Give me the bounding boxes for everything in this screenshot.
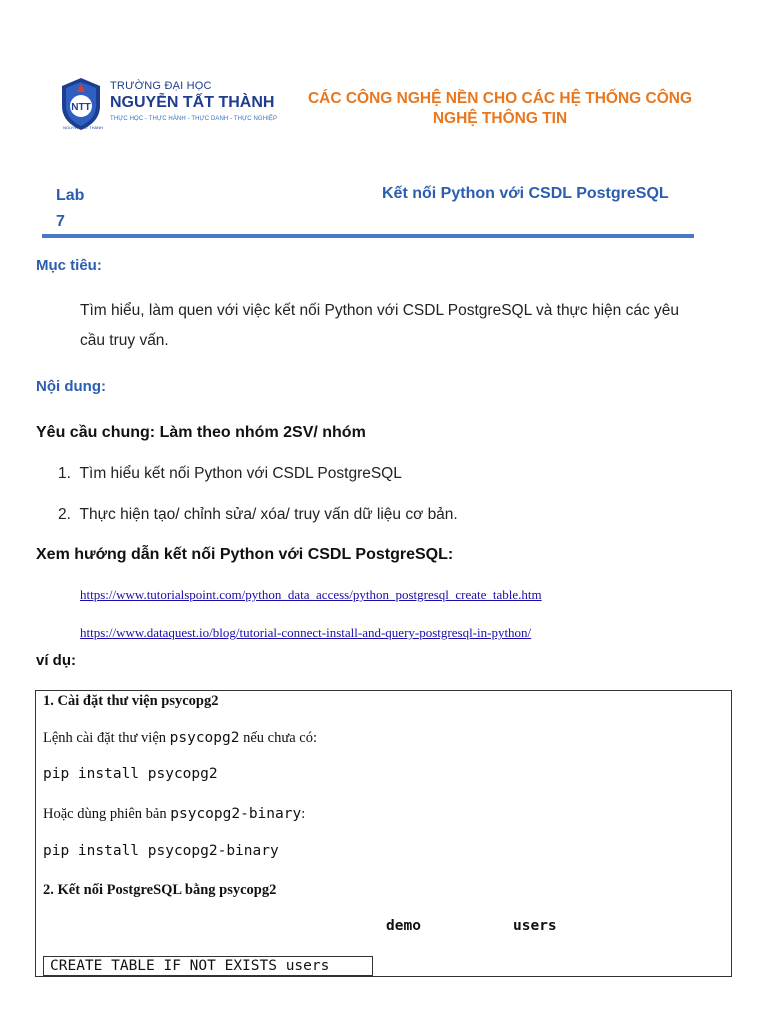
sql-code-line: CREATE TABLE IF NOT EXISTS users <box>43 956 373 976</box>
university-emblem-icon <box>58 76 104 132</box>
objective-line-2: cầu truy vấn. <box>80 332 169 349</box>
install-text-after: nếu chưa có: <box>239 730 317 746</box>
objective-heading: Mục tiêu: <box>36 257 102 274</box>
install-instruction <box>43 729 317 747</box>
guide-heading: Xem hướng dẫn kết nối Python với CSDL PostgreSQL: <box>36 546 454 563</box>
list-number: 2. <box>58 506 80 523</box>
emblem-letters: NTT <box>71 102 91 113</box>
table-name: users <box>513 918 557 934</box>
alt-install-instruction <box>43 805 305 823</box>
install-command: pip install psycopg2 <box>43 766 218 782</box>
logo-university-name: NGUYỄN TẤT THÀNH <box>110 94 275 111</box>
lab-title: Kết nối Python với CSDL PostgreSQL <box>382 185 669 202</box>
lab-label: Lab <box>56 187 85 204</box>
objective-line-1: Tìm hiểu, làm quen với việc kết nối Python với CSDL PostgreSQL và thực hiện các yêu <box>80 302 680 319</box>
list-number: 1. <box>58 465 80 482</box>
list-item-text: Tìm hiểu kết nối Python với CSDL PostgreSQL <box>79 465 402 482</box>
alt-text-before: Hoặc dùng phiên bản <box>43 806 171 822</box>
university-logo <box>58 76 278 132</box>
step1-title: 1. Cài đặt thư viện psycopg2 <box>43 693 219 709</box>
list-item <box>58 459 402 489</box>
list-item <box>58 500 458 530</box>
requirement-heading: Yêu cầu chung: Làm theo nhóm 2SV/ nhóm <box>36 424 366 441</box>
lab-number <box>56 183 116 235</box>
course-title: CÁC CÔNG NGHỆ NỀN CHO CÁC HỆ THỐNG CÔNG NGHỆ THÔNG TIN <box>307 90 693 127</box>
tutorial-link-tutorialspoint[interactable]: https://www.tutorialspoint.com/python_data_access/python_postgresql_create_table.htm <box>80 587 542 602</box>
install-text-before: Lệnh cài đặt thư viện <box>43 730 170 746</box>
alt-text-after: : <box>301 806 306 822</box>
lab-index: 7 <box>56 213 65 230</box>
logo-motto: THỰC HỌC - THỰC HÀNH - THỰC DANH - THỰC NGHIỆP <box>110 116 278 122</box>
install-package-name: psycopg2 <box>169 730 240 746</box>
step2-title: 2. Kết nối PostgreSQL bằng psycopg2 <box>43 882 277 898</box>
header-divider <box>42 234 694 238</box>
database-name: demo <box>386 918 421 934</box>
list-item-text: Thực hiện tạo/ chỉnh sửa/ xóa/ truy vấn dữ liệu cơ bản. <box>79 506 458 523</box>
logo-line-1: TRƯỜNG ĐẠI HỌC <box>110 80 212 92</box>
example-label: ví dụ: <box>36 652 76 669</box>
alt-install-command: pip install psycopg2-binary <box>43 843 279 859</box>
tutorial-link-dataquest[interactable]: https://www.dataquest.io/blog/tutorial-connect-install-and-query-postgresql-in-python/ <box>80 625 532 640</box>
alt-package-name: psycopg2-binary <box>170 806 302 822</box>
emblem-caption: NGUYEN TAT THANH <box>63 125 103 130</box>
content-heading: Nội dung: <box>36 378 106 395</box>
